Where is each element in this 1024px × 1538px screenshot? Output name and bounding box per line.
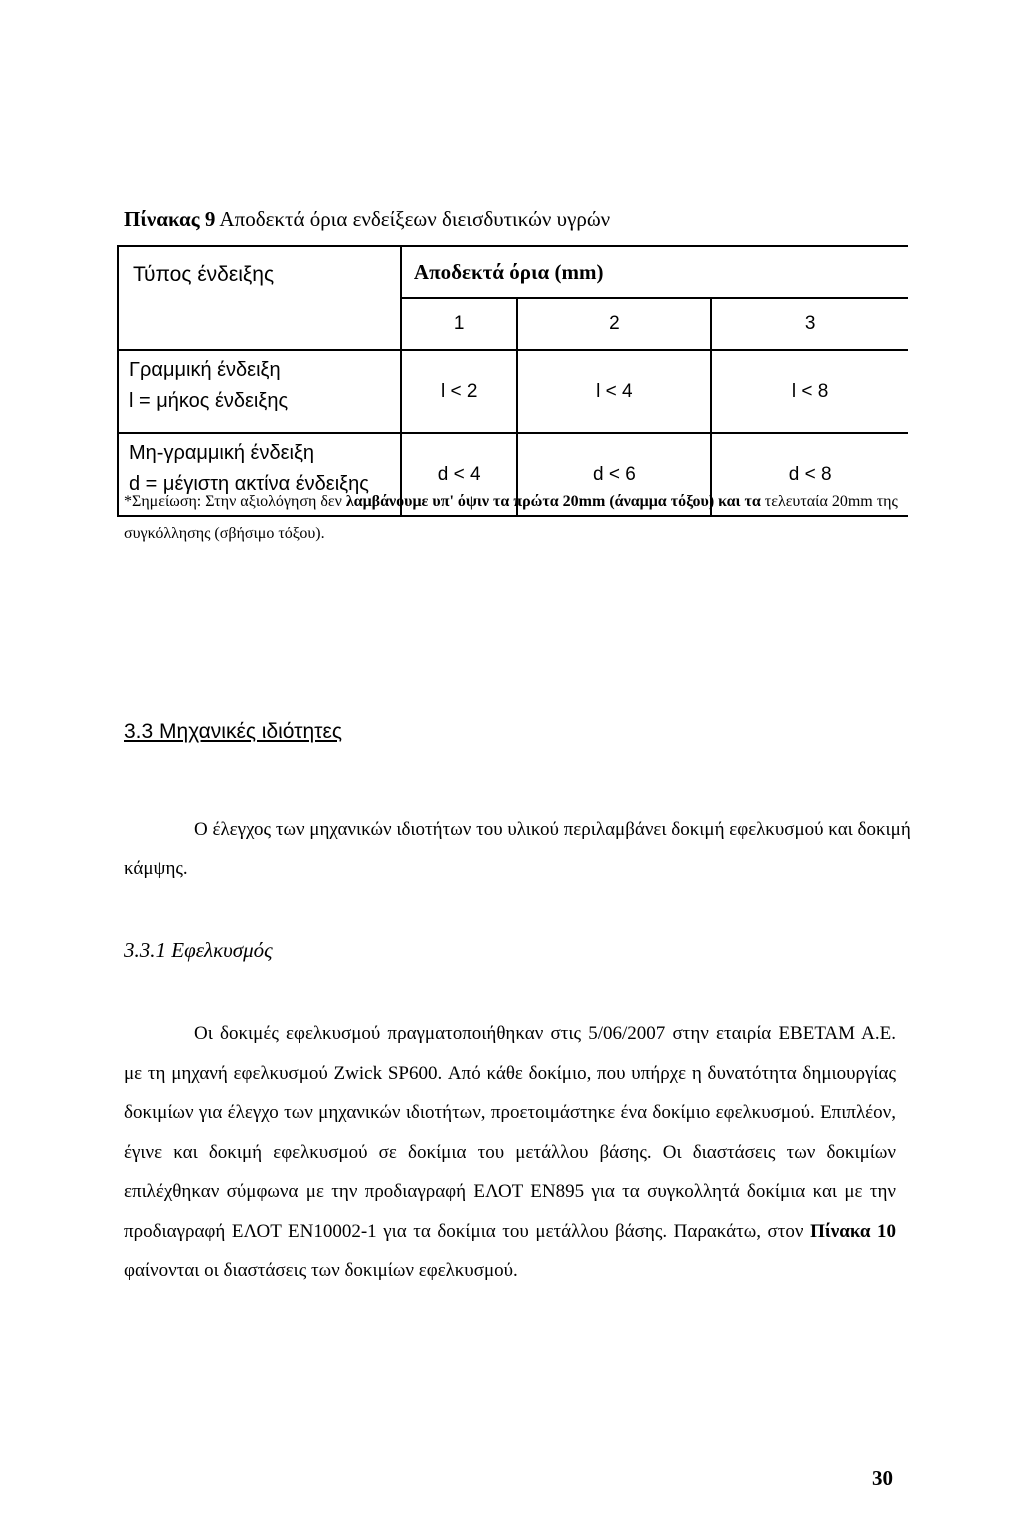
level-2-header: 2 [517,298,711,350]
row-label-line2: l = μήκος ένδειξης [129,390,289,412]
level-3-header: 3 [711,298,908,350]
table-header-row [118,246,908,298]
table-caption [124,207,610,232]
value-cell: d < 4 [401,433,518,516]
table-caption-label: Πίνακας 9 [124,207,216,231]
page-number: 30 [872,1466,893,1490]
row-label-linear [118,350,401,433]
limits-group-header: Αποδεκτά όρια (mm) [401,246,908,298]
row-label-line1: Γραμμική ένδειξη [129,359,281,381]
section-heading: 3.3 Μηχανικές ιδιότητες [124,720,342,743]
value-cell: l < 4 [517,350,711,433]
value-cell: d < 6 [517,433,711,516]
note-rest: τελευταία 20mm της συγκόλλησης (σβήσιμο τόξου). [124,493,898,542]
table-reference: Πίνακα 10 [810,1220,896,1242]
table-caption-text: Αποδεκτά όρια ενδείξεων διεισδυτικών υγρών [215,207,611,231]
row-label-line2: d = μέγιστη ακτίνα ένδειξης [129,473,369,495]
subsection-heading: 3.3.1 Εφελκυσμός [124,938,273,962]
table-note [124,486,914,550]
type-header-cell [118,246,401,350]
acceptance-limits-table [117,245,908,517]
table-row [118,350,908,433]
value-cell: l < 8 [711,350,908,433]
note-bold: λαμβάνουμε υπ' όψιν τα πρώτα 20mm (άναμμα τόξου) και τα [345,493,761,510]
paragraph-text-a: Οι δοκιμές εφελκυσμού πραγματοποιήθηκαν στις 5/06/2007 στην εταιρία ΕΒΕΤΑΜ Α.Ε. με τη μηχανή εφελκυσμού Zwick SP600. Από κάθε δοκίμιο, που υπήρχε η δυνατότητα δημιουργίας δοκιμίων για έλεγχο των μηχανικών ιδιοτήτων, προετοιμάστηκε ένα δοκίμιο εφελκυσμού. Επιπλέον, έγινε και δοκιμή εφελκυσμού σε δοκίμια του μετάλλου βάσης. Οι διαστάσεις των δοκιμίων επιλέχθηκαν σύμφωνα με την προδιαγραφή ΕΛΟΤ ΕΝ895 για τα συγκολλητά δοκίμια και με την προδιαγραφή ΕΛΟΤ ΕΝ10002-1 για τα δοκίμια του μετάλλου βάσης. Παρακάτω, στον [124,1023,896,1242]
note-prefix: *Σημείωση: Στην αξιολόγηση δεν [124,493,346,510]
row-label-line1: Μη-γραμμική ένδειξη [129,442,315,464]
intro-paragraph: Ο έλεγχος των μηχανικών ιδιοτήτων του υλικού περιλαμβάνει δοκιμή εφελκυσμού και δοκιμή κάμψης. [124,819,911,879]
paragraph-text-b: φαίνονται οι διαστάσεις των δοκιμίων εφελκυσμού. [124,1260,518,1281]
type-header: Τύπος ένδειξης [133,263,275,286]
value-cell: d < 8 [711,433,908,516]
value-cell: l < 2 [401,350,518,433]
tensile-paragraph [124,1014,896,1291]
level-1-header: 1 [401,298,518,350]
